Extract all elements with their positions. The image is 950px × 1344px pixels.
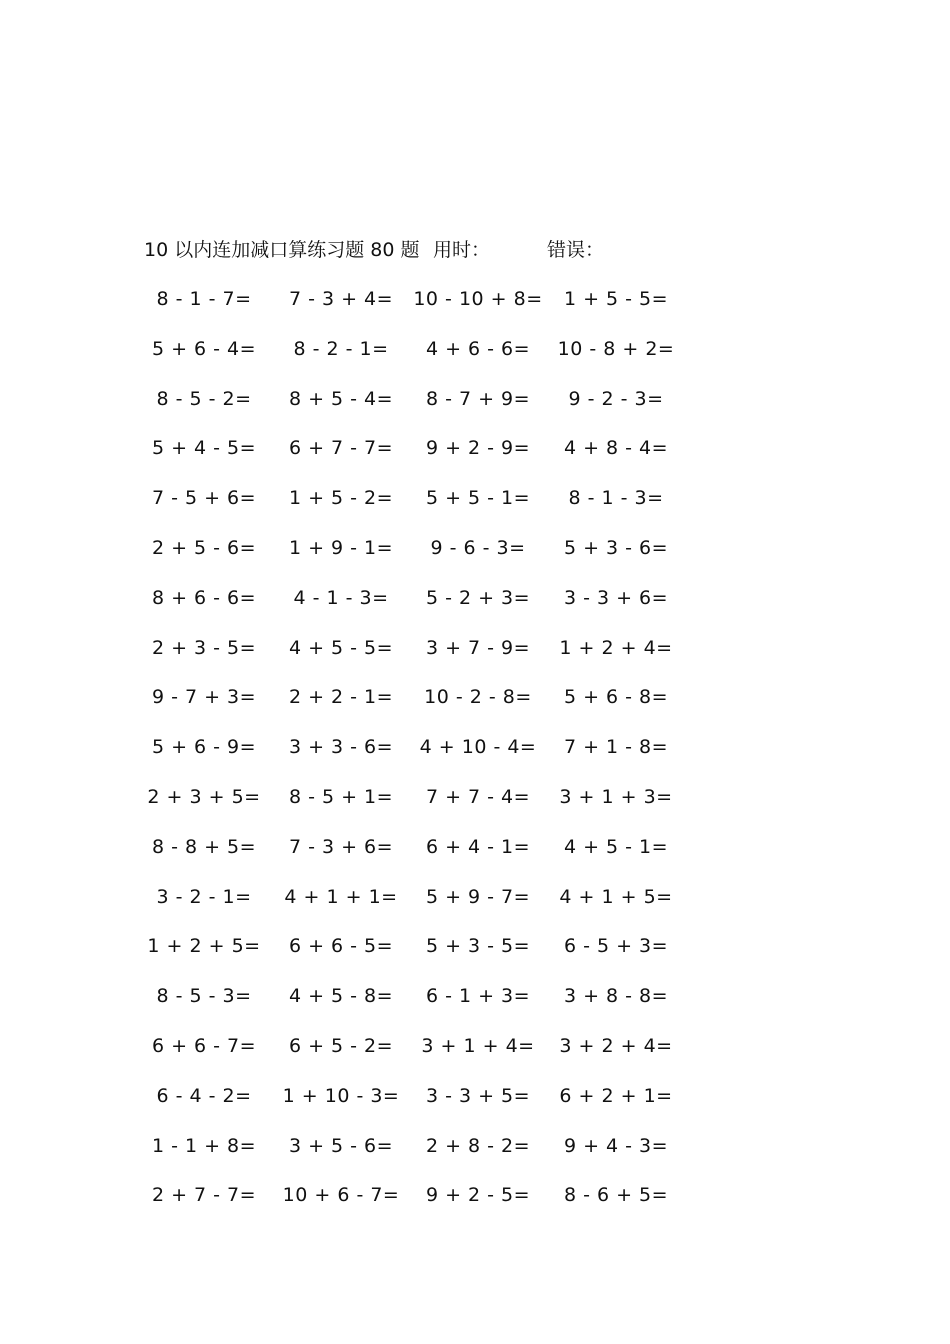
arithmetic-problem: 5 + 6 - 9= <box>151 736 257 759</box>
arithmetic-problem: 6 + 6 - 7= <box>151 1034 257 1057</box>
arithmetic-problem: 6 + 7 - 7= <box>288 437 394 460</box>
problem-row <box>0 1132 950 1182</box>
arithmetic-problem: 4 + 8 - 4= <box>563 437 669 460</box>
problem-row <box>0 1181 950 1231</box>
arithmetic-problem: 8 - 8 + 5= <box>151 835 257 858</box>
worksheet-header <box>144 236 704 264</box>
arithmetic-problem: 3 + 7 - 9= <box>425 636 531 659</box>
arithmetic-problem: 9 - 2 - 3= <box>568 387 664 410</box>
arithmetic-problem: 1 + 10 - 3= <box>282 1084 400 1107</box>
problem-row <box>0 335 950 385</box>
arithmetic-problem: 8 - 2 - 1= <box>293 337 389 360</box>
arithmetic-problem: 6 + 2 + 1= <box>559 1084 673 1107</box>
arithmetic-problem: 7 - 5 + 6= <box>151 487 257 510</box>
arithmetic-problem: 2 + 5 - 6= <box>151 536 257 559</box>
problem-row <box>0 285 950 335</box>
arithmetic-problem: 6 + 6 - 5= <box>288 935 394 958</box>
problem-row <box>0 434 950 484</box>
arithmetic-problem: 2 + 8 - 2= <box>425 1134 531 1157</box>
arithmetic-problem: 4 + 5 - 8= <box>288 985 394 1008</box>
arithmetic-problem: 7 + 1 - 8= <box>563 736 669 759</box>
arithmetic-problem: 5 + 5 - 1= <box>425 487 531 510</box>
arithmetic-problem: 6 + 4 - 1= <box>425 835 531 858</box>
arithmetic-problem: 4 + 1 + 1= <box>284 885 398 908</box>
arithmetic-problem: 3 + 1 + 3= <box>559 785 673 808</box>
arithmetic-problem: 7 - 3 + 6= <box>288 835 394 858</box>
arithmetic-problem: 3 + 1 + 4= <box>421 1034 535 1057</box>
arithmetic-problem: 1 - 1 + 8= <box>151 1134 257 1157</box>
arithmetic-problem: 8 - 5 - 3= <box>156 985 252 1008</box>
arithmetic-problem: 3 + 5 - 6= <box>288 1134 394 1157</box>
problem-row <box>0 932 950 982</box>
arithmetic-problem: 4 + 6 - 6= <box>425 337 531 360</box>
arithmetic-problem: 1 + 5 - 2= <box>288 487 394 510</box>
arithmetic-problem: 1 + 2 + 5= <box>147 935 261 958</box>
arithmetic-problem: 4 + 1 + 5= <box>559 885 673 908</box>
arithmetic-problem: 4 - 1 - 3= <box>293 586 389 609</box>
arithmetic-problem: 7 - 3 + 4= <box>288 288 394 310</box>
problem-row <box>0 484 950 534</box>
time-used-label: 用时： <box>433 239 491 261</box>
arithmetic-problem: 1 + 5 - 5= <box>563 288 669 310</box>
arithmetic-problem: 8 - 5 - 2= <box>156 387 252 410</box>
arithmetic-problem: 8 - 1 - 3= <box>568 487 664 510</box>
arithmetic-problem: 10 - 8 + 2= <box>557 337 675 360</box>
arithmetic-problem: 3 - 3 + 6= <box>563 586 669 609</box>
arithmetic-problem: 5 + 3 - 5= <box>425 935 531 958</box>
arithmetic-problem: 3 + 2 + 4= <box>559 1034 673 1057</box>
arithmetic-problem: 9 + 2 - 9= <box>425 437 531 460</box>
problem-row <box>0 982 950 1032</box>
arithmetic-problem: 9 + 4 - 3= <box>563 1134 669 1157</box>
arithmetic-problem: 4 + 5 - 5= <box>288 636 394 659</box>
arithmetic-problem: 10 - 2 - 8= <box>424 686 532 709</box>
errors-label: 错误： <box>547 239 605 261</box>
arithmetic-problem: 1 + 9 - 1= <box>288 536 394 559</box>
arithmetic-problem: 1 + 2 + 4= <box>559 636 673 659</box>
arithmetic-problem: 5 + 3 - 6= <box>563 536 669 559</box>
arithmetic-problem: 5 + 4 - 5= <box>151 437 257 460</box>
arithmetic-problem: 10 + 6 - 7= <box>282 1184 400 1207</box>
arithmetic-problem: 7 + 7 - 4= <box>425 785 531 808</box>
arithmetic-problem: 4 + 5 - 1= <box>563 835 669 858</box>
problem-row <box>0 634 950 684</box>
arithmetic-problem: 9 - 7 + 3= <box>151 686 257 709</box>
arithmetic-problem: 2 + 7 - 7= <box>151 1184 257 1207</box>
arithmetic-problem: 2 + 3 - 5= <box>151 636 257 659</box>
arithmetic-problem: 9 - 6 - 3= <box>430 536 526 559</box>
arithmetic-problem: 3 - 3 + 5= <box>425 1084 531 1107</box>
arithmetic-problem: 8 + 6 - 6= <box>151 586 257 609</box>
arithmetic-problem: 10 - 10 + 8= <box>413 288 543 310</box>
arithmetic-problem: 8 - 6 + 5= <box>563 1184 669 1207</box>
arithmetic-problem: 8 - 1 - 7= <box>156 288 252 310</box>
arithmetic-problem: 8 - 7 + 9= <box>425 387 531 410</box>
problem-row <box>0 883 950 933</box>
problem-row <box>0 1032 950 1082</box>
problem-row <box>0 584 950 634</box>
arithmetic-problem: 4 + 10 - 4= <box>419 736 537 759</box>
problem-row <box>0 1082 950 1132</box>
problem-row <box>0 534 950 584</box>
arithmetic-problem: 8 + 5 - 4= <box>288 387 394 410</box>
arithmetic-problem: 8 - 5 + 1= <box>288 785 394 808</box>
problem-row <box>0 833 950 883</box>
problem-row <box>0 683 950 733</box>
problem-row <box>0 385 950 435</box>
problem-row <box>0 733 950 783</box>
arithmetic-problem: 6 + 5 - 2= <box>288 1034 394 1057</box>
arithmetic-problem: 3 + 3 - 6= <box>288 736 394 759</box>
arithmetic-problem: 5 + 6 - 4= <box>151 337 257 360</box>
arithmetic-problem: 6 - 4 - 2= <box>156 1084 252 1107</box>
arithmetic-problem: 5 + 6 - 8= <box>563 686 669 709</box>
arithmetic-problem: 6 - 1 + 3= <box>425 985 531 1008</box>
arithmetic-problem: 3 + 8 - 8= <box>563 985 669 1008</box>
arithmetic-problem: 3 - 2 - 1= <box>156 885 252 908</box>
arithmetic-problem: 2 + 3 + 5= <box>147 785 261 808</box>
worksheet-title: 10 以内连加减口算练习题 80 题 <box>144 239 420 261</box>
problem-row <box>0 783 950 833</box>
arithmetic-problem: 2 + 2 - 1= <box>288 686 394 709</box>
arithmetic-problem: 5 - 2 + 3= <box>425 586 531 609</box>
arithmetic-problem: 6 - 5 + 3= <box>563 935 669 958</box>
arithmetic-problem: 5 + 9 - 7= <box>425 885 531 908</box>
arithmetic-problem: 9 + 2 - 5= <box>425 1184 531 1207</box>
problem-grid <box>0 285 950 1231</box>
